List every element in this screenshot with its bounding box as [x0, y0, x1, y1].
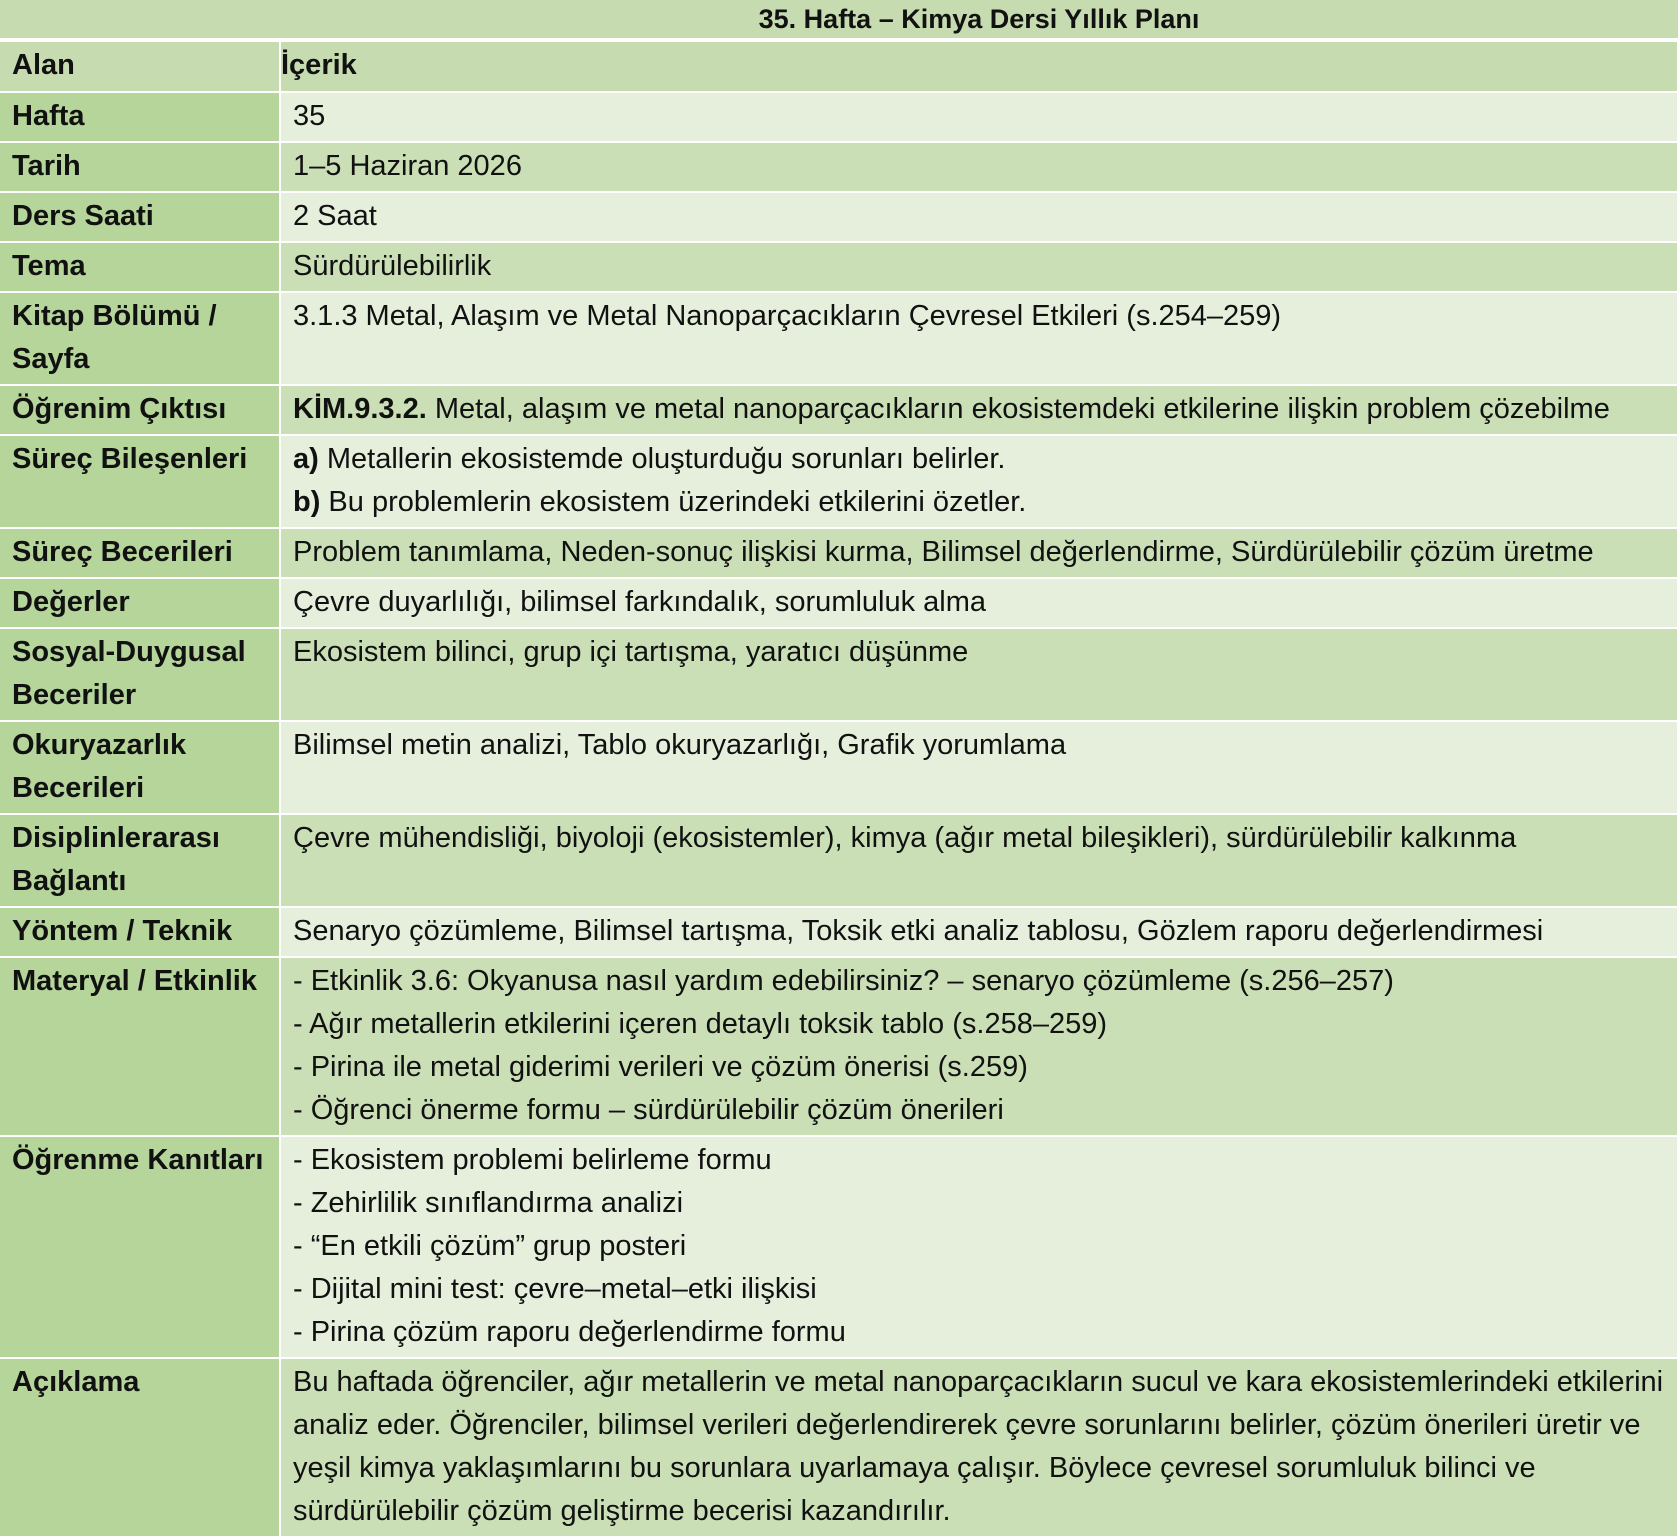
content-line [293, 1311, 1665, 1354]
plan-table [0, 40, 1678, 1536]
content-line [293, 960, 1665, 1003]
content-line [293, 1361, 1665, 1533]
content-line-text: Metallerin ekosistemde oluşturduğu sorunları belirler. [318, 443, 1006, 475]
content-line-text: Bu problemlerin ekosistem üzerindeki etkilerini özetler. [320, 486, 1027, 518]
row-content [280, 1136, 1678, 1358]
content-line [293, 724, 1665, 767]
row-content [280, 721, 1678, 814]
content-line-text: Ekosistem bilinci, grup içi tartışma, yaratıcı düşünme [293, 636, 969, 668]
content-line [293, 531, 1665, 574]
row-label: Ders Saati [0, 192, 280, 242]
row-content [280, 292, 1678, 385]
table-row [0, 435, 1678, 528]
content-line-text: Senaryo çözümleme, Bilimsel tartışma, Toksik etki analiz tablosu, Gözlem raporu değerlendirmesi [293, 915, 1544, 947]
table-row [0, 628, 1678, 721]
content-line [293, 631, 1665, 674]
content-line [293, 1139, 1665, 1182]
row-content [280, 1358, 1678, 1536]
table-row [0, 528, 1678, 578]
content-line-text: - Ekosistem problemi belirleme formu [293, 1144, 772, 1176]
content-line-text: - “En etkili çözüm” grup posteri [293, 1230, 687, 1262]
table-row [0, 92, 1678, 142]
row-label: Materyal / Etkinlik [0, 957, 280, 1136]
table-row [0, 907, 1678, 957]
content-line-text: 35 [293, 100, 326, 132]
content-line [293, 910, 1665, 953]
row-content [280, 192, 1678, 242]
content-line-prefix: b) [293, 486, 321, 518]
table-row [0, 292, 1678, 385]
table-row [0, 578, 1678, 628]
row-label: Değerler [0, 578, 280, 628]
row-content [280, 385, 1678, 435]
row-content [280, 528, 1678, 578]
content-line-text: Bu haftada öğrenciler, ağır metallerin ve metal nanoparçacıkların sucul ve kara ekosistemlerindeki etkilerini analiz eder. Öğrenciler, bilimsel verileri değerlendirerek çevre sorunlarını belirler, çözüm önerileri üretir ve yeşil kimya yaklaşımlarını bu sorunlara uyarlamaya çalışır. Böylece çevresel sorumluluk bilinci ve sürdürülebilir çözüm geliştirme becerisi kazandırılır. [293, 1366, 1664, 1527]
content-line [293, 1003, 1665, 1046]
row-label: Öğrenme Kanıtları [0, 1136, 280, 1358]
content-line [293, 438, 1665, 481]
table-row [0, 721, 1678, 814]
row-label: Tema [0, 242, 280, 292]
content-line-text: Bilimsel metin analizi, Tablo okuryazarlığı, Grafik yorumlama [293, 729, 1067, 761]
document-title: 35. Hafta – Kimya Dersi Yıllık Planı [0, 0, 1678, 40]
content-line-text: 1–5 Haziran 2026 [293, 150, 522, 182]
row-content [280, 435, 1678, 528]
content-line-text: 2 Saat [293, 200, 377, 232]
column-header-area: Alan [0, 41, 280, 92]
plan-body [0, 92, 1678, 1536]
content-line [293, 145, 1665, 188]
table-row [0, 385, 1678, 435]
content-line [293, 1268, 1665, 1311]
content-line [293, 1182, 1665, 1225]
content-line-text: Çevre mühendisliği, biyoloji (ekosistemler), kimya (ağır metal bileşikleri), sürdürülebilir kalkınma [293, 822, 1517, 854]
header-row [0, 41, 1678, 92]
row-content [280, 628, 1678, 721]
content-line [293, 295, 1665, 338]
content-line-text: - Pirina ile metal giderimi verileri ve çözüm önerisi (s.259) [293, 1051, 1028, 1083]
content-line [293, 481, 1665, 524]
content-line-text: - Etkinlik 3.6: Okyanusa nasıl yardım edebilirsiniz? – senaryo çözümleme (s.256–257) [293, 965, 1394, 997]
row-content [280, 814, 1678, 907]
row-label: Tarih [0, 142, 280, 192]
table-row [0, 192, 1678, 242]
content-line-text: - Zehirlilik sınıflandırma analizi [293, 1187, 684, 1219]
table-row [0, 242, 1678, 292]
row-content [280, 242, 1678, 292]
content-line [293, 1046, 1665, 1089]
content-line-prefix: KİM.9.3.2. [293, 393, 427, 425]
content-line-text: - Pirina çözüm raporu değerlendirme formu [293, 1316, 846, 1348]
content-line-text: - Dijital mini test: çevre–metal–etki ilişkisi [293, 1273, 817, 1305]
row-label: Süreç Bileşenleri [0, 435, 280, 528]
content-line-text: - Öğrenci önerme formu – sürdürülebilir çözüm önerileri [293, 1094, 1004, 1126]
table-row [0, 814, 1678, 907]
row-content [280, 92, 1678, 142]
content-line [293, 245, 1665, 288]
table-row [0, 957, 1678, 1136]
content-line [293, 1089, 1665, 1132]
content-line [293, 388, 1665, 431]
row-label: Kitap Bölümü / Sayfa [0, 292, 280, 385]
row-content [280, 907, 1678, 957]
row-label: Disiplinlerarası Bağlantı [0, 814, 280, 907]
content-line [293, 95, 1665, 138]
content-line-prefix: a) [293, 443, 319, 475]
table-row [0, 142, 1678, 192]
row-label: Süreç Becerileri [0, 528, 280, 578]
column-header-content: İçerik [280, 41, 1678, 92]
content-line-text: Metal, alaşım ve metal nanoparçacıkların ekosistemdeki etkilerine ilişkin problem çözebilme [426, 393, 1610, 425]
content-line [293, 581, 1665, 624]
content-line-text: - Ağır metallerin etkilerini içeren detaylı toksik tablo (s.258–259) [293, 1008, 1107, 1040]
table-row [0, 1358, 1678, 1536]
row-label: Hafta [0, 92, 280, 142]
content-line [293, 817, 1665, 860]
content-line-text: Çevre duyarlılığı, bilimsel farkındalık, sorumluluk alma [293, 586, 987, 618]
row-content [280, 142, 1678, 192]
content-line-text: Problem tanımlama, Neden-sonuç ilişkisi kurma, Bilimsel değerlendirme, Sürdürülebilir çözüm üretme [293, 536, 1594, 568]
content-line [293, 195, 1665, 238]
content-line [293, 1225, 1665, 1268]
row-label: Açıklama [0, 1358, 280, 1536]
row-label: Öğrenim Çıktısı [0, 385, 280, 435]
row-content [280, 578, 1678, 628]
content-line-text: Sürdürülebilirlik [293, 250, 492, 282]
row-content [280, 957, 1678, 1136]
row-label: Okuryazarlık Becerileri [0, 721, 280, 814]
row-label: Sosyal-Duygusal Beceriler [0, 628, 280, 721]
row-label: Yöntem / Teknik [0, 907, 280, 957]
table-row [0, 1136, 1678, 1358]
content-line-text: 3.1.3 Metal, Alaşım ve Metal Nanoparçacıkların Çevresel Etkileri (s.254–259) [293, 300, 1282, 332]
